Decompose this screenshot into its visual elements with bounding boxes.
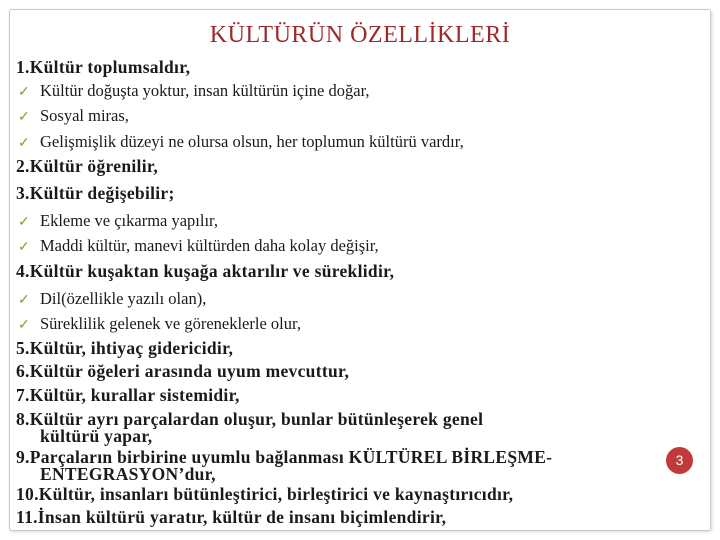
- sub-list-item-text: Ekleme ve çıkarma yapılır,: [40, 211, 219, 231]
- sub-list-item-text: Dil(özellikle yazılı olan),: [40, 288, 207, 308]
- checkmark-icon: ✓: [18, 110, 30, 126]
- sub-list-item: [16, 79, 696, 104]
- list-item: 3.Kültür değişebilir;: [16, 183, 175, 204]
- page-number-badge: 3: [666, 447, 693, 474]
- list-item: 2.Kültür öğrenilir,: [16, 155, 158, 176]
- slide-title: KÜLTÜRÜN ÖZELLİKLERİ: [209, 22, 511, 48]
- sub-list-item: [16, 104, 696, 129]
- list-item: 1.Kültür toplumsaldır,: [16, 57, 191, 77]
- list-item: 10.Kültür, insanları bütünleştirici, birleştirici ve kaynaştırıcıdır,: [16, 483, 514, 504]
- sub-list-item: [16, 234, 696, 259]
- sub-list-item-text: Gelişmişlik düzeyi ne olursa olsun, her toplumun kültürü vardır,: [40, 131, 464, 151]
- sub-list-item-text: Maddi kültür, manevi kültürden daha kolay değişir,: [40, 236, 379, 256]
- list-item: 4.Kültür kuşaktan kuşağa aktarılır ve süreklidir,: [16, 260, 395, 281]
- list-item: [16, 408, 686, 446]
- list-item: 6.Kültür öğeleri arasında uyum mevcuttur,: [16, 361, 350, 382]
- sub-list-item-text: Sosyal miras,: [40, 106, 129, 126]
- sub-list-item: [16, 130, 696, 155]
- checkmark-icon: ✓: [18, 85, 30, 101]
- checkmark-icon: ✓: [18, 240, 30, 256]
- list-item-continuation: ENTEGRASYON’dur,: [40, 463, 216, 484]
- checkmark-icon: ✓: [18, 318, 30, 334]
- checkmark-icon: ✓: [18, 135, 30, 151]
- checkmark-icon: ✓: [18, 292, 30, 308]
- sub-list-item: [16, 209, 696, 234]
- checkmark-icon: ✓: [18, 215, 30, 231]
- list-item-continuation: kültürü yapar,: [40, 425, 153, 446]
- list-item-text: 9.Parçaların birbirine uyumlu bağlanması KÜLTÜREL BİRLEŞME-: [16, 446, 553, 467]
- sub-list-item: [16, 287, 696, 312]
- list-item: [16, 446, 686, 484]
- list-item: 7.Kültür, kurallar sistemidir,: [16, 384, 240, 405]
- sub-list-item: [16, 312, 696, 337]
- list-item: 11.İnsan kültürü yaratır, kültür de insanı biçimlendirir,: [16, 507, 447, 528]
- list-item: 5.Kültür, ihtiyaç gidericidir,: [16, 338, 234, 359]
- list-item-text: 8.Kültür ayrı parçalardan oluşur, bunlar bütünleşerek genel: [16, 408, 484, 429]
- slide-content: [16, 56, 696, 529]
- sub-list-item-text: Süreklilik gelenek ve göreneklerle olur,: [40, 314, 301, 334]
- sub-list-item-text: Kültür doğuşta yoktur, insan kültürün içine doğar,: [40, 81, 370, 101]
